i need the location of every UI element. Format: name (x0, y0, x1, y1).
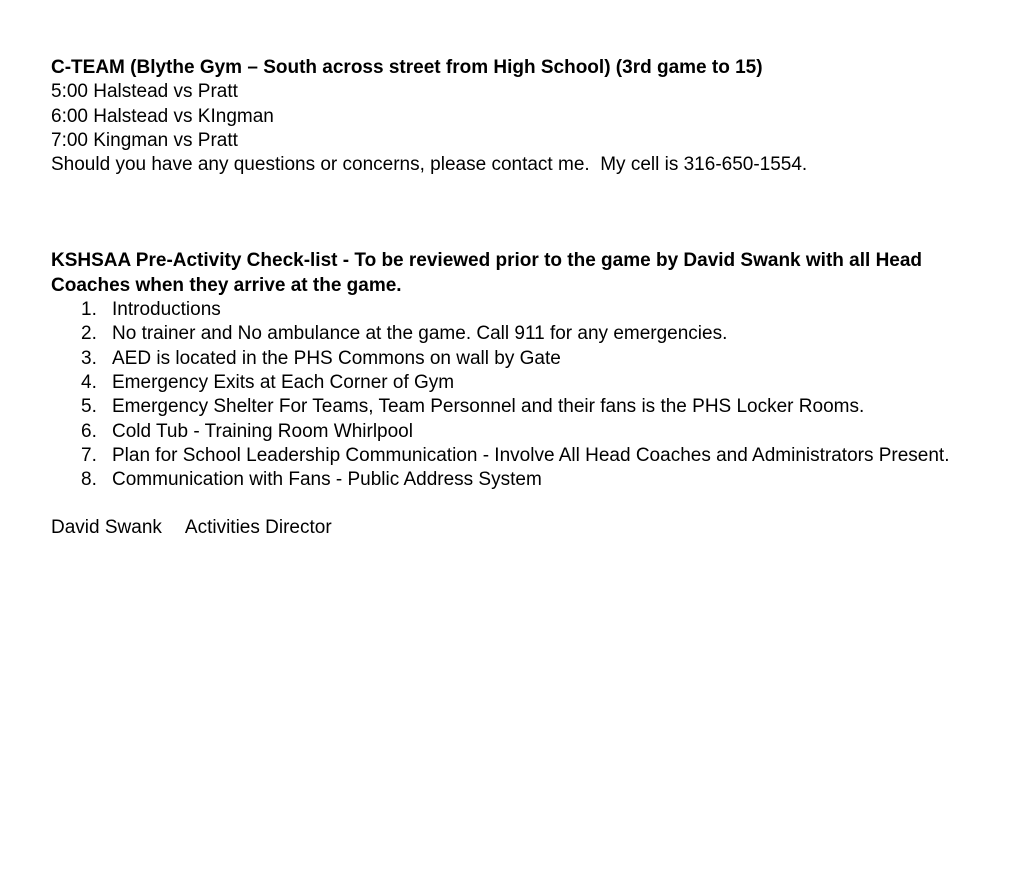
section-spacer (51, 492, 951, 516)
checklist (51, 298, 951, 492)
signature-title: Activities Director (184, 517, 332, 539)
section-spacer (51, 177, 951, 249)
checklist-item-text: Cold Tub - Training Room Whirlpool (112, 420, 413, 442)
checklist-item-number: 8. (81, 469, 97, 491)
checklist-item-number: 1. (81, 299, 97, 321)
game-line: 7:00 Kingman vs Pratt (51, 129, 238, 151)
checklist-item (51, 347, 951, 371)
checklist-item-text: Emergency Shelter For Teams, Team Personnel and their fans is the PHS Locker Rooms. (112, 396, 865, 418)
cteam-heading: C-TEAM (Blythe Gym – South across street from High School) (3rd game to 15) (51, 57, 763, 78)
checklist-heading: KSHSAA Pre-Activity Check-list - To be reviewed prior to the game by David Swank with all Head Coaches when they arrive at the game. (51, 250, 923, 296)
checklist-item (51, 468, 951, 492)
checklist-item-text: AED is located in the PHS Commons on wall by Gate (112, 347, 561, 369)
checklist-item-number: 7. (81, 444, 97, 466)
checklist-item (51, 395, 951, 419)
checklist-item-number: 4. (81, 371, 97, 393)
checklist-item-number: 3. (81, 347, 97, 369)
checklist-item-number: 6. (81, 420, 97, 442)
checklist-item-text: Introductions (112, 299, 221, 321)
checklist-item-text: Communication with Fans - Public Address System (112, 469, 542, 491)
signature-line (51, 516, 951, 540)
checklist-item (51, 420, 951, 444)
game-line: 6:00 Halstead vs KIngman (51, 105, 274, 127)
contact-line: Should you have any questions or concerns, please contact me. My cell is 316-650-1554. (51, 154, 808, 176)
checklist-item (51, 298, 951, 322)
document-body (51, 56, 951, 541)
checklist-item (51, 322, 951, 346)
checklist-item-number: 5. (81, 396, 97, 418)
checklist-item-text: No trainer and No ambulance at the game. Call 911 for any emergencies. (112, 323, 728, 345)
checklist-item-number: 2. (81, 323, 97, 345)
checklist-item (51, 444, 951, 468)
checklist-item-text: Emergency Exits at Each Corner of Gym (112, 371, 455, 393)
signature-name: David Swank (51, 517, 162, 539)
checklist-item-text: Plan for School Leadership Communication - Involve All Head Coaches and Administrators Present. (112, 444, 950, 466)
checklist-item (51, 371, 951, 395)
game-line: 5:00 Halstead vs Pratt (51, 81, 238, 103)
